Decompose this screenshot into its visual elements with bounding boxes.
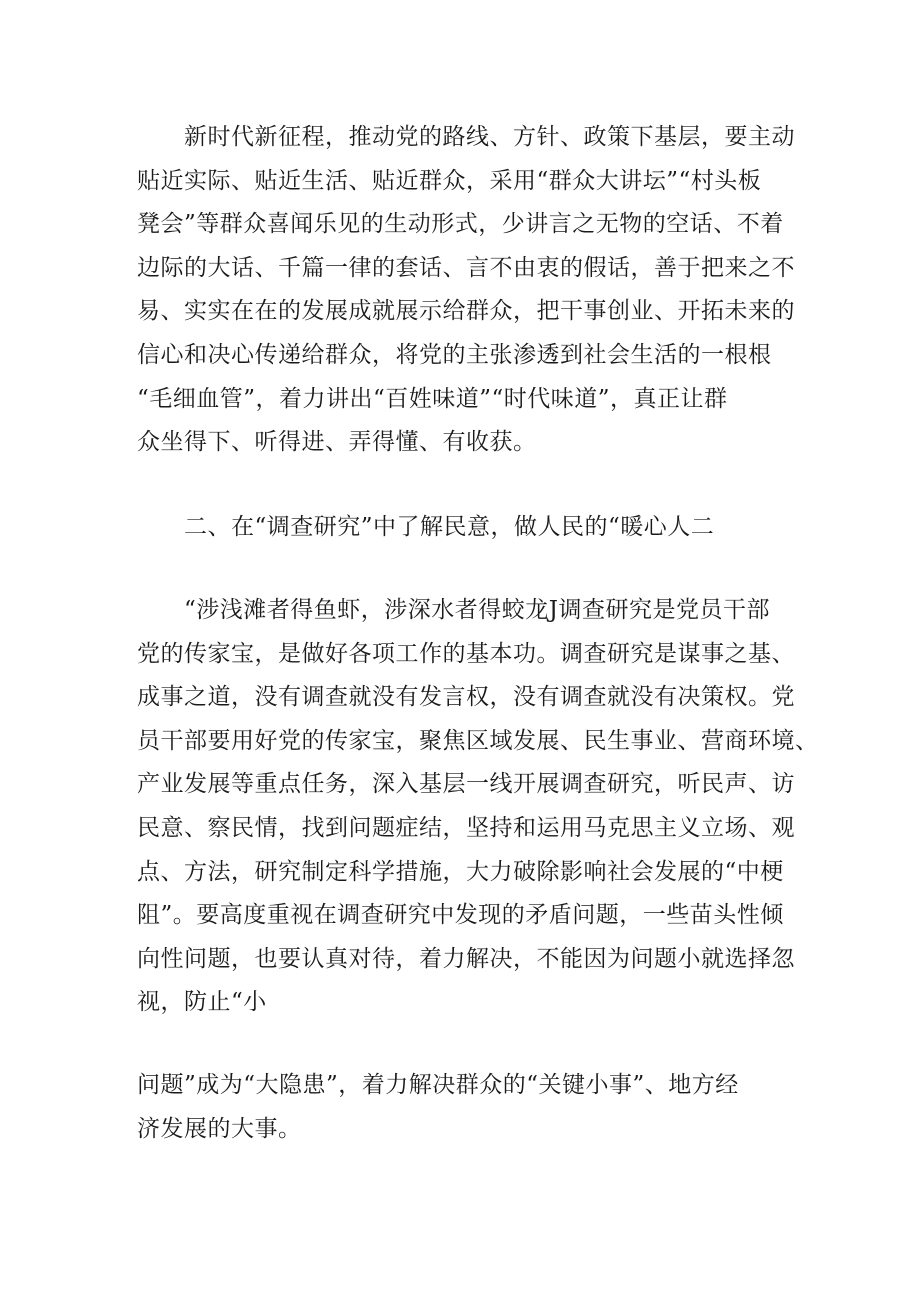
- paragraph-line: 新时代新征程，推动党的路线、方针、政策下基层，要主动: [137, 124, 795, 150]
- paragraph-line: 产业发展等重点任务，深入基层一线开展调查研究，听民声、访: [137, 771, 795, 798]
- paragraph-2: [137, 589, 817, 1025]
- section-heading: [137, 506, 817, 550]
- paragraph-line: 民意、察民情，找到问题症结，坚持和运用马克思主义立场、观: [137, 814, 795, 841]
- section-heading-text: 二、在“调查研究”中了解民意，做人民的“暖心人二: [137, 514, 715, 540]
- paragraph-line: “毛细血管”，着力讲出“百姓味道”“时代味道”，真正让群: [137, 385, 728, 412]
- paragraph-line: 视，防止“小: [137, 989, 267, 1016]
- paragraph-line: 凳会”等群众喜闻乐见的生动形式，少讲言之无物的空话、不着: [137, 211, 784, 238]
- paragraph-line: 成事之道，没有调查就没有发言权，没有调查就没有决策权。党: [137, 684, 795, 711]
- paragraph-line: 信心和决心传递给群众，将党的主张渗透到社会生活的一根根: [137, 341, 772, 368]
- paragraph-line: 众坐得下、听得进、弄得懂、有收获。: [137, 429, 537, 456]
- paragraph-line: 点、方法，研究制定科学措施，大力破除影响社会发展的“中梗: [137, 858, 784, 885]
- paragraph-3: [137, 1064, 817, 1151]
- paragraph-line: 员干部要用好党的传家宝，聚焦区域发展、民生事业、营商环境、: [137, 727, 819, 754]
- paragraph-line: 问题”成为“大隐患”，着力解决群众的“关键小事”、地方经: [137, 1072, 739, 1098]
- paragraph-line: 易、实实在在的发展成就展示给群众，把干事创业、开拓未来的: [137, 298, 795, 325]
- paragraph-line: 党的传家宝，是做好各项工作的基本功。调查研究是谋事之基、: [137, 640, 795, 667]
- paragraph-line: 边际的大话、千篇一律的套话、言不由衷的假话，善于把来之不: [137, 254, 795, 281]
- paragraph-line: 阻”。要高度重视在调查研究中发现的矛盾问题，一些苗头性倾: [137, 902, 784, 929]
- paragraph-line: 济发展的大事。: [137, 1115, 302, 1142]
- paragraph-line: 贴近实际、贴近生活、贴近群众，采用“群众大讲坛”“村头板: [137, 167, 762, 194]
- paragraph-1: [137, 116, 817, 465]
- paragraph-line: “涉浅滩者得鱼虾，涉深水者得蛟龙J调查研究是党员干部: [137, 597, 770, 623]
- paragraph-line: 向性问题，也要认真对待，着力解决，不能因为问题小就选择忽: [137, 945, 795, 972]
